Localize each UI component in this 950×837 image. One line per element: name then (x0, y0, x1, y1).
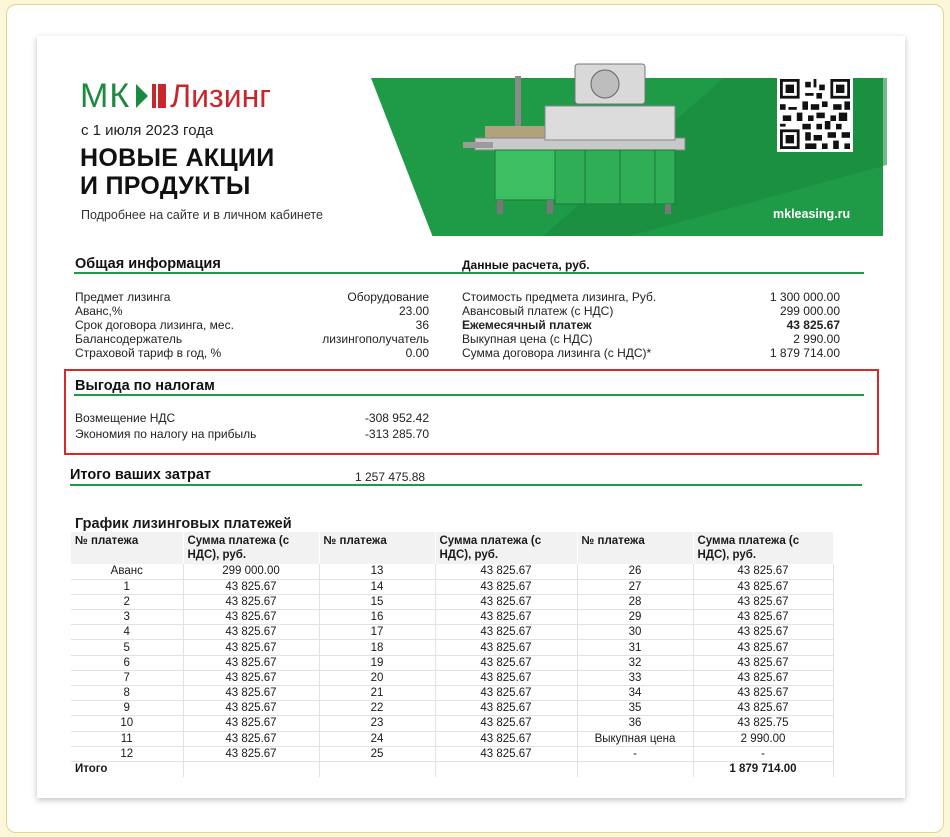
calc-row: Стоимость предмета лизинга, Руб. 1 300 000.00 (462, 290, 840, 304)
table-cell: 30 (577, 625, 693, 640)
general-info-divider (74, 272, 864, 274)
table-cell: 43 825.67 (183, 746, 319, 761)
table-cell: 43 825.67 (693, 670, 833, 685)
general-info-title: Общая информация (75, 256, 221, 272)
schedule-body (71, 564, 833, 777)
table-cell: 43 825.67 (183, 716, 319, 731)
table-cell: 9 (71, 701, 183, 716)
table-cell: 43 825.67 (693, 564, 833, 579)
table-cell: 43 825.67 (693, 655, 833, 670)
table-cell: 43 825.67 (183, 655, 319, 670)
table-cell: 43 825.67 (693, 594, 833, 609)
table-row (71, 686, 833, 701)
calc-row: Выкупная цена (с НДС) 2 990.00 (462, 332, 840, 346)
table-cell: 11 (71, 731, 183, 746)
table-cell: 35 (577, 701, 693, 716)
table-cell: Аванс (71, 564, 183, 579)
total-costs-label: Итого ваших затрат (70, 467, 212, 483)
table-cell: 8 (71, 686, 183, 701)
table-header-row (71, 532, 833, 564)
total-label: Итого (71, 761, 183, 776)
table-cell: 24 (319, 731, 435, 746)
logo-mark-icon (136, 81, 166, 111)
table-cell: 43 825.75 (693, 716, 833, 731)
col-header-amount: Сумма платежа (с НДС), руб. (693, 532, 833, 564)
col-header-amount: Сумма платежа (с НДС), руб. (183, 532, 319, 564)
total-value: 1 879 714.00 (693, 761, 833, 776)
table-row (71, 594, 833, 609)
table-cell: 4 (71, 625, 183, 640)
tax-benefit-title: Выгода по налогам (75, 378, 215, 394)
table-cell (435, 761, 577, 776)
table-cell: 27 (577, 579, 693, 594)
table-cell: 6 (71, 655, 183, 670)
table-cell: 43 825.67 (435, 746, 577, 761)
table-row (71, 746, 833, 761)
table-cell: 21 (319, 686, 435, 701)
promo-subtitle: Подробнее на сайте и в личном кабинете (81, 208, 323, 222)
table-cell: 12 (71, 746, 183, 761)
table-cell: 26 (577, 564, 693, 579)
logo-text-mk: МК (80, 76, 131, 115)
company-logo (80, 76, 271, 116)
general-row: Страховой тариф в год, % 0.00 (75, 346, 429, 360)
table-cell: 3 (71, 610, 183, 625)
table-row (71, 640, 833, 655)
table-cell: 13 (319, 564, 435, 579)
calc-row-monthly-payment: Ежемесячный платеж 43 825.67 (462, 318, 840, 332)
table-cell: 25 (319, 746, 435, 761)
table-cell: 43 825.67 (435, 731, 577, 746)
table-cell: 29 (577, 610, 693, 625)
table-cell: 31 (577, 640, 693, 655)
col-header-number: № платежа (319, 532, 435, 564)
table-cell: 43 825.67 (693, 610, 833, 625)
table-cell: 43 825.67 (435, 686, 577, 701)
table-cell: 43 825.67 (435, 625, 577, 640)
table-cell: - (693, 746, 833, 761)
calc-row: Сумма договора лизинга (с НДС)* 1 879 714.00 (462, 346, 840, 360)
table-cell: 10 (71, 716, 183, 731)
table-cell: 43 825.67 (435, 670, 577, 685)
col-header-number: № платежа (71, 532, 183, 564)
promo-title (80, 144, 274, 200)
table-cell: 43 825.67 (693, 625, 833, 640)
table-cell: 36 (577, 716, 693, 731)
general-row: Балансодержатель лизингополучатель (75, 332, 429, 346)
table-cell: 2 990.00 (693, 731, 833, 746)
qr-code-icon (777, 76, 853, 152)
calc-data-title: Данные расчета, руб. (462, 258, 590, 272)
table-cell: 19 (319, 655, 435, 670)
table-cell: 43 825.67 (183, 640, 319, 655)
table-cell: 43 825.67 (693, 579, 833, 594)
table-cell (577, 761, 693, 776)
table-row (71, 625, 833, 640)
table-cell: 16 (319, 610, 435, 625)
table-cell: 43 825.67 (183, 701, 319, 716)
table-cell: 33 (577, 670, 693, 685)
table-cell: 43 825.67 (183, 594, 319, 609)
leasing-offer-sheet (37, 36, 905, 798)
total-costs-divider (70, 484, 862, 486)
calc-row: Авансовый платеж (с НДС) 299 000.00 (462, 304, 840, 318)
table-cell: 43 825.67 (435, 716, 577, 731)
website-link[interactable]: mkleasing.ru (773, 207, 851, 221)
promo-date: с 1 июля 2023 года (81, 122, 214, 139)
table-cell: 43 825.67 (435, 640, 577, 655)
promo-title-line1: НОВЫЕ АКЦИИ (80, 144, 275, 172)
table-cell: 43 825.67 (693, 640, 833, 655)
table-cell: 22 (319, 701, 435, 716)
table-cell: 32 (577, 655, 693, 670)
table-cell: 299 000.00 (183, 564, 319, 579)
general-row: Предмет лизинга Оборудование (75, 290, 429, 304)
general-row: Срок договора лизинга, мес. 36 (75, 318, 429, 332)
table-row (71, 670, 833, 685)
table-row (71, 731, 833, 746)
table-cell: 43 825.67 (183, 579, 319, 594)
table-total-row (71, 761, 833, 776)
table-cell: 43 825.67 (693, 686, 833, 701)
table-cell: 5 (71, 640, 183, 655)
logo-text-leasing: Лизинг (170, 77, 271, 114)
table-cell: 43 825.67 (435, 594, 577, 609)
col-header-amount: Сумма платежа (с НДС), руб. (435, 532, 577, 564)
table-cell: 43 825.67 (435, 655, 577, 670)
table-cell: 43 825.67 (183, 610, 319, 625)
table-row (71, 716, 833, 731)
schedule-title: График лизинговых платежей (75, 516, 292, 532)
table-cell: 43 825.67 (183, 625, 319, 640)
table-cell: 43 825.67 (183, 686, 319, 701)
tax-row-vat: Возмещение НДС -308 952.42 (75, 411, 429, 425)
promo-title-line2: И ПРОДУКТЫ (80, 172, 251, 200)
general-row: Аванс,% 23.00 (75, 304, 429, 318)
table-cell: 7 (71, 670, 183, 685)
table-cell: 43 825.67 (435, 701, 577, 716)
table-cell: 23 (319, 716, 435, 731)
table-row (71, 610, 833, 625)
table-cell: 34 (577, 686, 693, 701)
col-header-number: № платежа (577, 532, 693, 564)
table-cell (183, 761, 319, 776)
table-cell: 43 825.67 (435, 564, 577, 579)
table-row (71, 655, 833, 670)
table-cell: 28 (577, 594, 693, 609)
table-cell: 43 825.67 (183, 670, 319, 685)
table-row (71, 579, 833, 594)
table-cell: 1 (71, 579, 183, 594)
payment-schedule-table (71, 532, 834, 777)
table-cell: 14 (319, 579, 435, 594)
table-cell: Выкупная цена (577, 731, 693, 746)
table-cell: 20 (319, 670, 435, 685)
tax-benefit-divider (74, 394, 864, 396)
machine-image (455, 56, 695, 216)
table-cell: 43 825.67 (435, 579, 577, 594)
table-cell: 43 825.67 (693, 701, 833, 716)
table-cell (319, 761, 435, 776)
table-cell: 43 825.67 (435, 610, 577, 625)
table-cell: 15 (319, 594, 435, 609)
total-costs-value: 1 257 475.88 (355, 470, 426, 484)
table-cell: 18 (319, 640, 435, 655)
table-cell: 2 (71, 594, 183, 609)
table-row (71, 701, 833, 716)
table-cell: 43 825.67 (183, 731, 319, 746)
tax-row-profit: Экономия по налогу на прибыль -313 285.70 (75, 427, 429, 441)
table-cell: 17 (319, 625, 435, 640)
table-row (71, 564, 833, 579)
table-cell: - (577, 746, 693, 761)
